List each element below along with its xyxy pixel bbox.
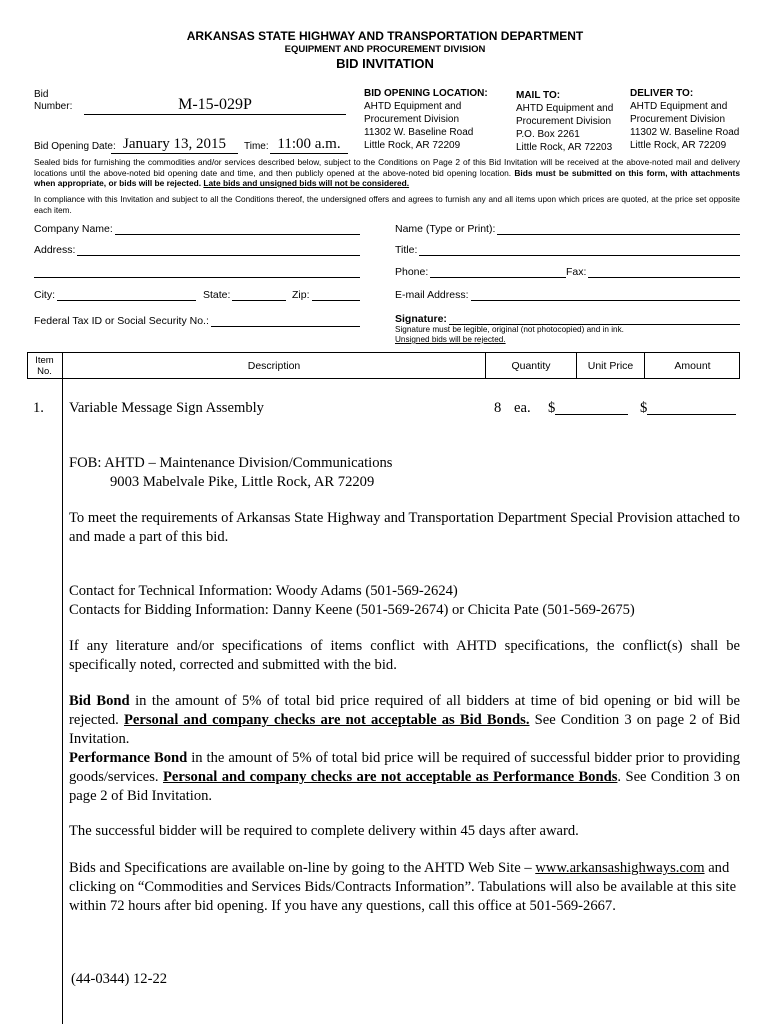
unit-price-input[interactable] [548,399,628,418]
header-item-no [27,355,62,377]
performance-bond-label: Performance Bond [69,750,188,766]
opening-title: BID OPENING LOCATION: [364,88,488,99]
opening-line: Little Rock, AR 72209 [364,140,461,151]
email-label: E-mail Address: [395,289,469,301]
company-label: Company Name: [34,223,113,235]
delivery-text: The successful bidder will be required to complete delivery within 45 days after award. [69,823,579,839]
notice-late-bids: Late bids and unsigned bids will not be considered. [203,178,410,188]
header-unit-price: Unit Price [587,360,634,372]
state-field[interactable] [203,289,286,301]
fax-label: Fax: [566,266,587,278]
line-item-quantity: 8 [494,400,502,416]
contact-name-field[interactable] [395,223,740,235]
city-field[interactable] [34,289,196,301]
deliver-title: DELIVER TO: [630,88,694,99]
performance-bond-paragraph [69,749,740,806]
deliver-line: AHTD Equipment and [630,101,728,112]
line-item-unit: ea. [514,400,531,416]
signature-note-line1: Signature must be legible, original (not photocopied) and in ink. [395,325,624,334]
division-title: EQUIPMENT AND PROCUREMENT DIVISION [284,44,486,55]
bid-bond-paragraph [69,692,740,749]
online-text-end: and clicking on “Commodities and Services Bids/Contracts Information”. Tabulations will also be available at this site within 72 hours after bid opening. If you have any questions, call this office at 501-569-2667. [69,860,737,914]
mail-line: Little Rock, AR 72203 [516,142,613,153]
bid-number-value: M-15-029P [84,96,346,115]
title-field[interactable] [395,244,740,256]
signature-field[interactable] [395,313,740,325]
fax-field[interactable] [566,266,740,278]
performance-bond-warning: Personal and company checks are not acceptable as Performance Bonds [162,769,618,785]
zip-field[interactable] [292,289,360,301]
department-title: ARKANSAS STATE HIGHWAY AND TRANSPORTATION DEPARTMENT [186,29,584,43]
bid-bond-text: in the amount of 5% of total bid price required of all bidders at time of bid opening or bid will be rejected. [69,693,740,728]
opening-line: Procurement Division [364,114,460,125]
performance-bond-text-end: . See Condition 3 on page 2 of Bid Invitation. [69,769,741,804]
header-item-line2: No. [37,366,52,377]
performance-bond-text: in the amount of 5% of total bid price will be required of successful bidder prior to providing goods/services. [69,750,740,785]
address-line2-field[interactable] [34,266,360,278]
title-label: Title: [395,244,418,256]
bid-bond-label: Bid Bond [69,693,130,709]
opening-line: 11302 W. Baseline Road [364,127,474,138]
item-column-divider [62,352,63,1024]
bid-time-label: Time: [244,141,269,152]
bid-bond-text-end: See Condition 3 on page 2 of Bid Invitation. [69,712,740,747]
deliver-line: Procurement Division [630,114,726,125]
online-text: Bids and Specifications are available on-line by going to the AHTD Web Site – [69,860,536,876]
deliver-line: Little Rock, AR 72209 [630,140,727,151]
website-link[interactable]: www.arkansashighways.com [535,860,705,876]
header-quantity: Quantity [511,360,551,372]
bid-label-line2: Number: [34,101,73,112]
line-item-number: 1. [33,400,44,416]
header-amount: Amount [674,360,711,372]
bid-opening-location [364,87,488,152]
signature-label: Signature: [395,313,447,325]
dollar-sign: $ [548,400,556,416]
notice-bold: Bids must be submitted on this form, with attachments when appropriate, or bids will be rejected. [34,167,740,188]
bid-number-label [34,89,72,113]
opening-line: AHTD Equipment and [364,101,462,112]
technical-contact: Contact for Technical Information: Woody Adams (501-569-2624) [69,583,458,599]
mail-title: MAIL TO: [516,90,561,101]
email-field[interactable] [395,289,740,301]
requirements-text: To meet the requirements of Arkansas State Highway and Transportation Department Special Provision attached to and made a part of this bid. [69,510,740,545]
address-label: Address: [34,244,76,256]
mail-line: Procurement Division [516,116,612,127]
bid-bond-warning: Personal and company checks are not acceptable as Bid Bonds. [123,712,530,728]
phone-field[interactable] [395,266,566,278]
company-name-field[interactable] [34,223,360,235]
signature-note [395,325,624,345]
bid-label-line1: Bid [34,89,49,100]
deliver-line: 11302 W. Baseline Road [630,127,740,138]
tax-id-label: Federal Tax ID or Social Security No.: [34,315,209,327]
dollar-sign: $ [640,400,648,416]
header-description: Description [247,360,301,372]
mail-to-address [516,89,613,154]
online-paragraph [69,859,741,916]
compliance-text: In compliance with this Invitation and subject to all the Conditions thereof, the undersigned offers and agrees to furnish any and all items upon which prices are quoted, at the price set opposite each item. [34,195,740,215]
fob-line1: FOB: AHTD – Maintenance Division/Communications [69,455,393,471]
page-title: BID INVITATION [336,56,434,71]
sealed-bids-notice [34,157,740,189]
amount-input[interactable] [640,399,736,418]
tax-id-field[interactable] [34,315,360,327]
city-label: City: [34,289,55,301]
mail-line: AHTD Equipment and [516,103,614,114]
form-number: (44-0344) 12-22 [71,971,168,987]
conflict-text: If any literature and/or specifications of items conflict with AHTD specifications, the conflict(s) shall be specifically noted, corrected and submitted with the bid. [69,638,740,673]
fob-line2: 9003 Mabelvale Pike, Little Rock, AR 72209 [110,474,375,490]
notice-text: Sealed bids for furnishing the commodities and/or services described below, subject to the Conditions on Page 2 of this Bid Invitation will be received at the above-noted mail and delivery locations until the above-noted bid opening date and time, and then publicly opened at the above-noted bid opening location. [34,157,740,178]
line-item-description: Variable Message Sign Assembly [69,400,264,416]
bid-date-value: January 13, 2015 [111,136,238,154]
state-label: State: [203,289,231,301]
mail-line: P.O. Box 2261 [516,129,580,140]
address-field[interactable] [34,244,360,256]
zip-label: Zip: [292,289,310,301]
deliver-to-address [630,87,739,152]
phone-label: Phone: [395,266,429,278]
name-label: Name (Type or Print): [395,223,496,235]
signature-note-line2: Unsigned bids will be rejected. [395,335,506,344]
bid-date-label: Bid Opening Date: [34,141,116,152]
bid-time-value: 11:00 a.m. [270,136,348,154]
bidding-contact: Contacts for Bidding Information: Danny Keene (501-569-2674) or Chicita Pate (501-569-2675) [69,602,635,618]
header-item-line1: Item [35,355,54,366]
